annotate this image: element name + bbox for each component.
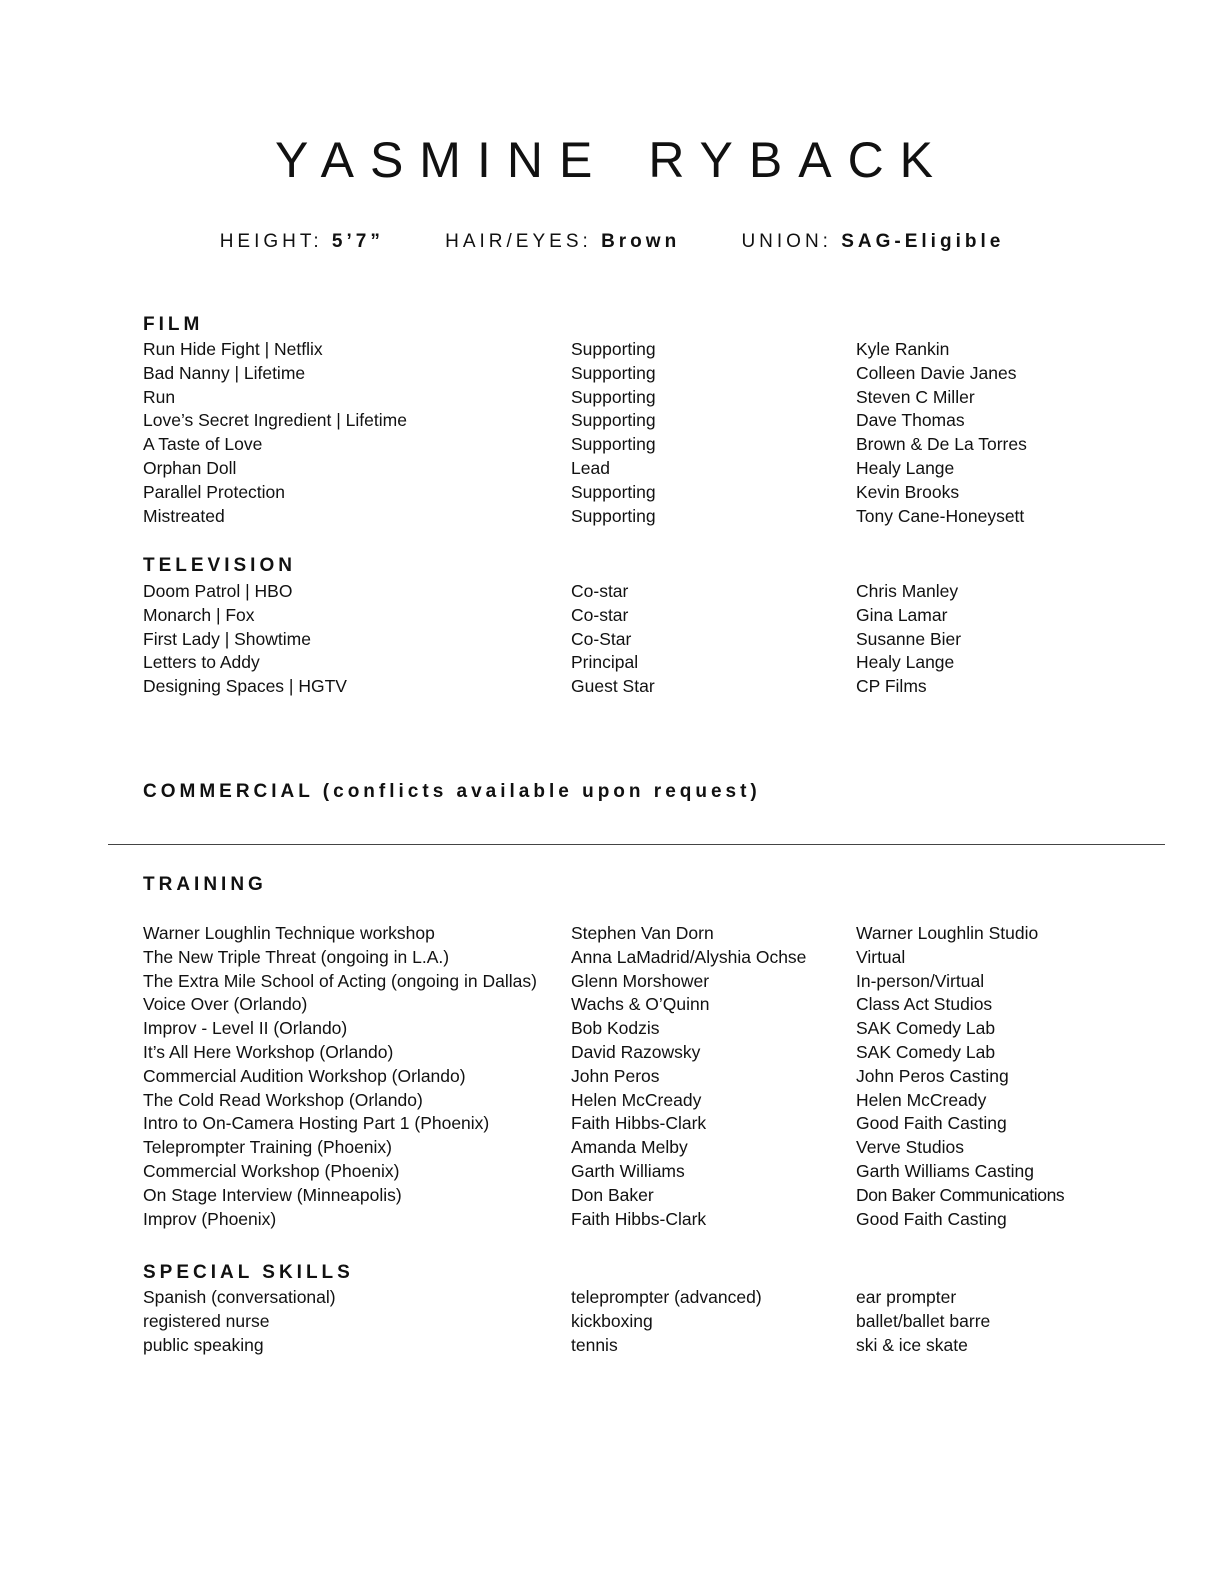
training-row xyxy=(143,1041,1183,1065)
film-row xyxy=(143,433,1183,457)
skills-row xyxy=(143,1334,1183,1358)
training-row xyxy=(143,1017,1183,1041)
training-course: The New Triple Threat (ongoing in L.A.) xyxy=(143,946,450,967)
training-studio: Good Faith Casting xyxy=(856,1113,1007,1134)
skill: ski & ice skate xyxy=(856,1334,968,1355)
training-teacher: Anna LaMadrid/Alyshia Ochse xyxy=(571,946,807,967)
film-director: Brown & De La Torres xyxy=(856,434,1027,455)
actor-name xyxy=(0,128,1224,192)
special-skills-section-title: SPECIAL SKILLS xyxy=(143,1262,354,1283)
training-course: Voice Over (Orlando) xyxy=(143,994,308,1015)
training-course: The Extra Mile School of Acting (ongoing in Dallas) xyxy=(143,970,537,991)
training-teacher: Faith Hibbs-Clark xyxy=(571,1208,707,1229)
film-row xyxy=(143,386,1183,410)
training-teacher: Stephen Van Dorn xyxy=(571,923,714,943)
tv-role: Guest Star xyxy=(571,676,655,697)
skills-row xyxy=(143,1286,1183,1310)
tv-project: Doom Patrol | HBO xyxy=(143,581,293,601)
training-course: Intro to On-Camera Hosting Part 1 (Phoenix) xyxy=(143,1113,490,1134)
union-label: UNION: xyxy=(741,231,832,252)
training-course: Commercial Workshop (Phoenix) xyxy=(143,1160,400,1181)
tv-project: Designing Spaces | HGTV xyxy=(143,676,347,697)
tv-row xyxy=(143,628,1183,652)
television-table xyxy=(143,580,1183,699)
training-studio: In-person/Virtual xyxy=(856,970,985,991)
tv-row xyxy=(143,604,1183,628)
training-teacher: Don Baker xyxy=(571,1184,654,1205)
training-course: On Stage Interview (Minneapolis) xyxy=(143,1184,402,1205)
training-teacher: Faith Hibbs-Clark xyxy=(571,1113,707,1134)
training-table xyxy=(143,922,1183,1231)
tv-project: Letters to Addy xyxy=(143,652,260,673)
hair-eyes-label: HAIR/EYES: xyxy=(445,231,592,252)
film-row xyxy=(143,409,1183,433)
section-divider xyxy=(108,844,1165,845)
film-row xyxy=(143,481,1183,505)
film-role: Supporting xyxy=(571,339,656,359)
actor-stats xyxy=(0,228,1224,256)
hair-eyes-value: Brown xyxy=(601,231,681,252)
training-course: Commercial Audition Workshop (Orlando) xyxy=(143,1065,466,1086)
film-role: Supporting xyxy=(571,434,656,455)
film-project: Orphan Doll xyxy=(143,457,237,478)
tv-director: Chris Manley xyxy=(856,581,959,601)
film-director: Steven C Miller xyxy=(856,386,975,407)
training-row xyxy=(143,1160,1183,1184)
tv-role: Principal xyxy=(571,652,639,673)
training-studio: Virtual xyxy=(856,946,906,967)
skill: ballet/ballet barre xyxy=(856,1310,991,1331)
tv-project: Monarch | Fox xyxy=(143,604,255,625)
film-role: Supporting xyxy=(571,410,656,431)
training-row xyxy=(143,1089,1183,1113)
training-course: Improv - Level II (Orlando) xyxy=(143,1018,348,1039)
tv-role: Co-star xyxy=(571,581,629,601)
last-name: RYBACK xyxy=(648,132,950,188)
training-teacher: John Peros xyxy=(571,1065,660,1086)
first-name: YASMINE xyxy=(274,132,609,188)
training-teacher: Wachs & O’Quinn xyxy=(571,994,710,1015)
training-studio: Good Faith Casting xyxy=(856,1208,1007,1229)
film-row xyxy=(143,505,1183,529)
training-row xyxy=(143,922,1183,946)
film-director: Healy Lange xyxy=(856,457,955,478)
training-course: Improv (Phoenix) xyxy=(143,1208,277,1229)
film-director: Kevin Brooks xyxy=(856,481,960,502)
commercial-section-title: COMMERCIAL (conflicts available upon request) xyxy=(143,781,761,802)
tv-row xyxy=(143,580,1183,604)
film-project: A Taste of Love xyxy=(143,434,263,455)
training-teacher: Helen McCready xyxy=(571,1089,702,1110)
skill: tennis xyxy=(571,1334,618,1355)
tv-row xyxy=(143,651,1183,675)
film-role: Supporting xyxy=(571,505,656,526)
skill: teleprompter (advanced) xyxy=(571,1287,762,1307)
training-studio: Garth Williams Casting xyxy=(856,1160,1034,1181)
training-row xyxy=(143,970,1183,994)
film-project: Bad Nanny | Lifetime xyxy=(143,362,306,383)
tv-director: CP Films xyxy=(856,676,927,697)
skill: Spanish (conversational) xyxy=(143,1287,336,1307)
film-role: Supporting xyxy=(571,386,656,407)
film-row xyxy=(143,362,1183,386)
television-section-title: TELEVISION xyxy=(143,555,296,576)
training-teacher: Bob Kodzis xyxy=(571,1018,660,1039)
height-label: HEIGHT: xyxy=(219,231,323,252)
training-row xyxy=(143,1184,1183,1208)
skill: ear prompter xyxy=(856,1287,957,1307)
training-teacher: Glenn Morshower xyxy=(571,970,710,991)
film-role: Supporting xyxy=(571,481,656,502)
skill: kickboxing xyxy=(571,1310,653,1331)
height-stat xyxy=(220,228,384,256)
training-row xyxy=(143,1112,1183,1136)
training-studio: Helen McCready xyxy=(856,1089,987,1110)
training-row xyxy=(143,946,1183,970)
film-director: Dave Thomas xyxy=(856,410,965,431)
film-director: Kyle Rankin xyxy=(856,339,950,359)
height-value: 5’7” xyxy=(331,231,384,252)
film-role: Lead xyxy=(571,457,610,478)
training-teacher: David Razowsky xyxy=(571,1041,701,1062)
training-studio: SAK Comedy Lab xyxy=(856,1018,996,1039)
training-section-title: TRAINING xyxy=(143,874,267,895)
tv-project: First Lady | Showtime xyxy=(143,628,311,649)
tv-role: Co-Star xyxy=(571,628,632,649)
film-director: Tony Cane-Honeysett xyxy=(856,505,1025,526)
training-studio: Verve Studios xyxy=(856,1137,964,1158)
skill: public speaking xyxy=(143,1334,264,1355)
film-project: Love’s Secret Ingredient | Lifetime xyxy=(143,410,407,431)
film-project: Mistreated xyxy=(143,505,225,526)
tv-role: Co-star xyxy=(571,604,629,625)
film-table xyxy=(143,338,1183,528)
training-row xyxy=(143,1208,1183,1232)
film-project: Parallel Protection xyxy=(143,481,286,502)
film-row xyxy=(143,457,1183,481)
training-teacher: Amanda Melby xyxy=(571,1137,688,1158)
training-row xyxy=(143,1136,1183,1160)
training-course: It’s All Here Workshop (Orlando) xyxy=(143,1041,394,1062)
tv-row xyxy=(143,675,1183,699)
special-skills-table xyxy=(143,1286,1183,1357)
training-studio: John Peros Casting xyxy=(856,1065,1009,1086)
film-project: Run xyxy=(143,386,176,407)
film-row xyxy=(143,338,1183,362)
film-section-title: FILM xyxy=(143,314,204,335)
training-course: Teleprompter Training (Phoenix) xyxy=(143,1137,393,1158)
tv-director: Susanne Bier xyxy=(856,628,962,649)
training-course: Warner Loughlin Technique workshop xyxy=(143,923,435,943)
film-project: Run Hide Fight | Netflix xyxy=(143,339,323,359)
training-row xyxy=(143,993,1183,1017)
union-value: SAG-Eligible xyxy=(841,231,1005,252)
union-stat xyxy=(741,228,1004,256)
tv-director: Gina Lamar xyxy=(856,604,948,625)
skills-row xyxy=(143,1310,1183,1334)
skill: registered nurse xyxy=(143,1310,270,1331)
training-row xyxy=(143,1065,1183,1089)
training-studio: Class Act Studios xyxy=(856,994,993,1015)
hair-eyes-stat xyxy=(445,228,680,256)
tv-director: Healy Lange xyxy=(856,652,955,673)
training-studio: Don Baker Communications xyxy=(856,1184,1065,1205)
film-role: Supporting xyxy=(571,362,656,383)
training-course: The Cold Read Workshop (Orlando) xyxy=(143,1089,423,1110)
training-studio: Warner Loughlin Studio xyxy=(856,923,1039,943)
training-teacher: Garth Williams xyxy=(571,1160,685,1181)
film-director: Colleen Davie Janes xyxy=(856,362,1017,383)
training-studio: SAK Comedy Lab xyxy=(856,1041,996,1062)
